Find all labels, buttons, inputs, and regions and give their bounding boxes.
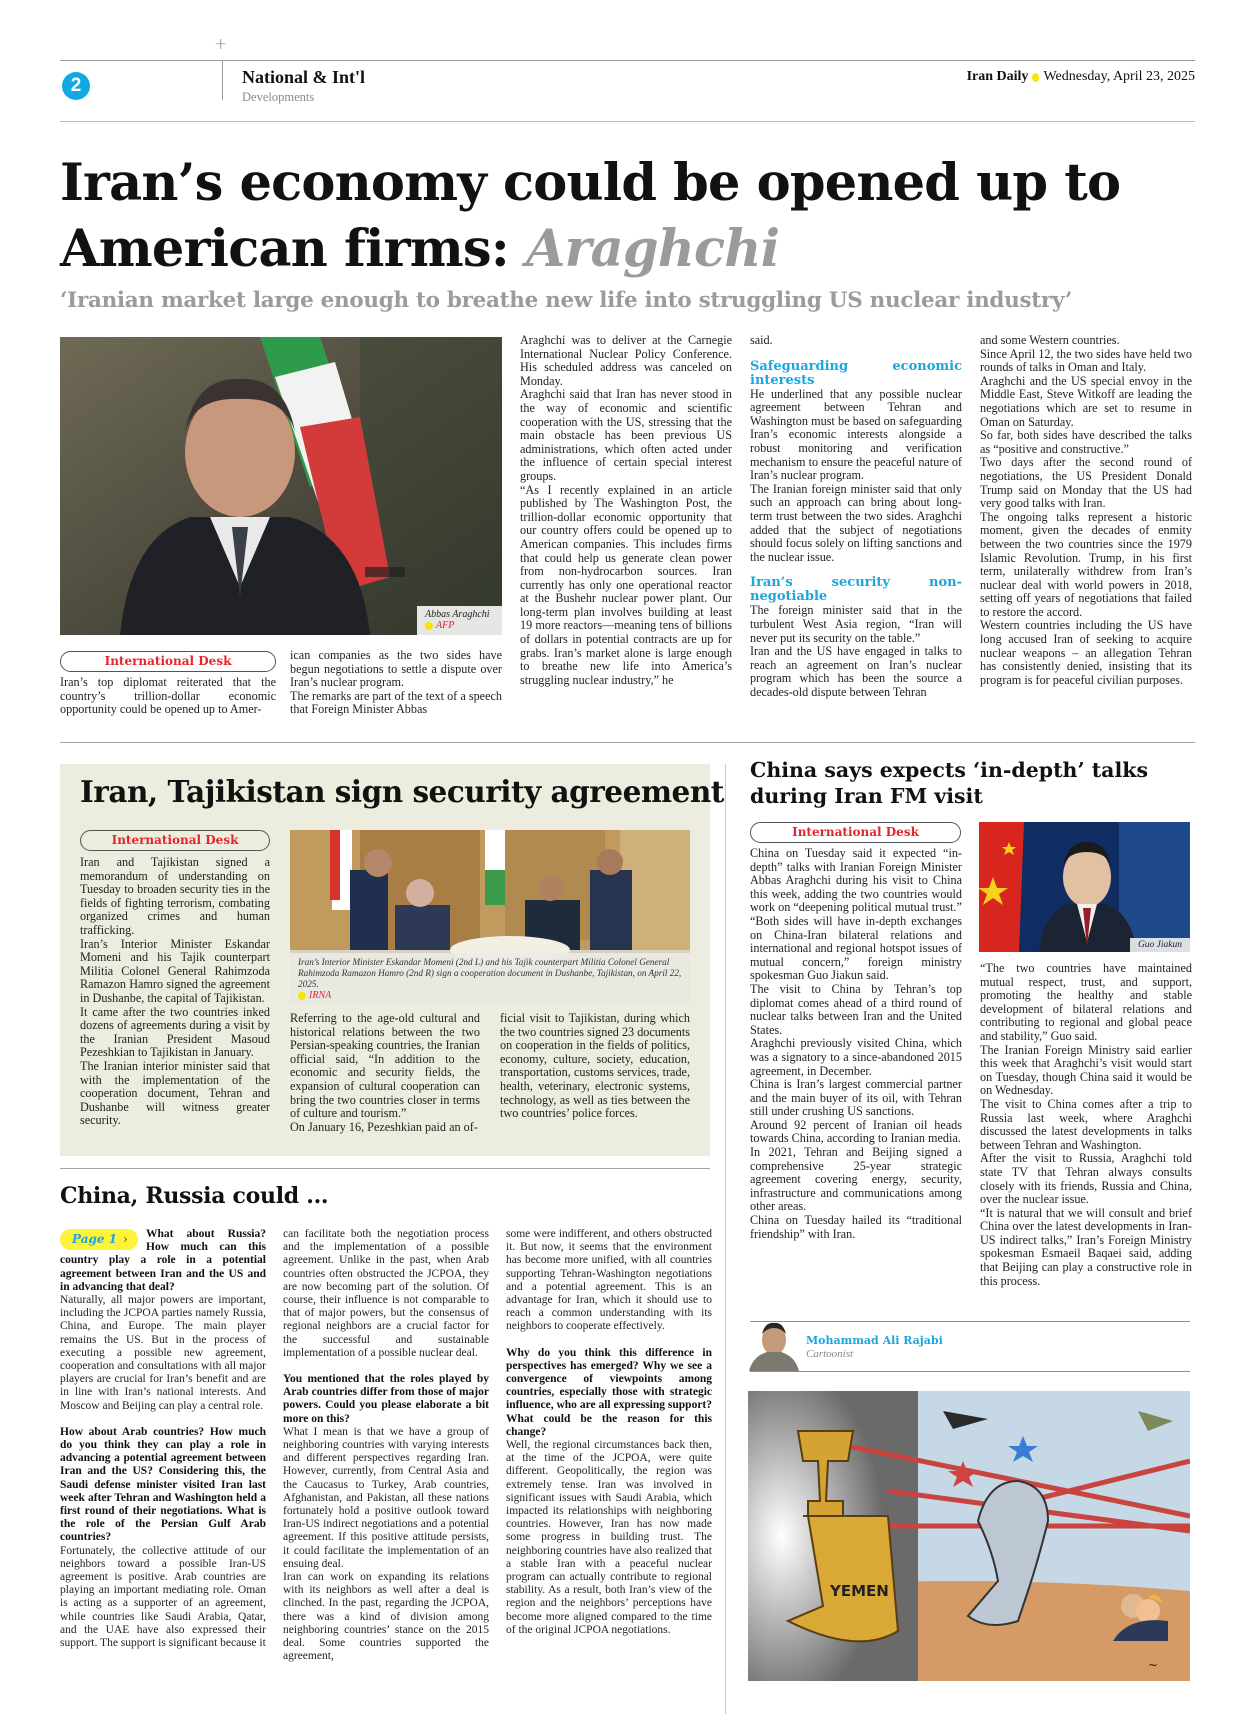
china-col-1: [750, 847, 962, 1241]
caption-source-text: IRNA: [309, 990, 332, 1001]
header-top-rule: [60, 60, 1195, 61]
page-number-badge: 2: [62, 72, 90, 100]
paragraph: Iran and the US have engaged in talks to reach an agreement on Iran’s nuclear program which has been the source a decades-old dispute between Tehran: [750, 644, 962, 699]
paragraph: Referring to the age-old cultural and historical relations between the two Persian-speaking countries, the Iranian official said, “In addition to the economic and security fields, the expansion of cultural cooperation can bring the two countries closer in terms of culture and tourism.”: [290, 1011, 480, 1121]
paragraph: Around 92 percent of Iranian oil heads towards China, according to Iranian media.: [750, 1117, 962, 1146]
paragraph: “Both sides will have in-depth exchanges on China-Iran bilateral relations and international and regional hotspot issues of mutual concern,” foreign ministry spokesman Guo Jiakun said.: [750, 913, 962, 983]
paragraph: “The two countries have maintained mutual respect, trust, and support, promoting the healthy and stable development of bilateral relations and contributing to regional and global peace and stability,” Guo said.: [980, 961, 1192, 1043]
tajikistan-col-3: [500, 1012, 690, 1121]
paragraph: Iran’s Interior Minister Eskandar Momeni and his Tajik counterpart Militia Colonel General Rahimzoda Ramazon Hamro signed the agreement in Dushanbe, the capital of Tajikistan.: [80, 936, 270, 1005]
paragraph: On January 16, Pezeshkian paid an of-: [290, 1119, 478, 1134]
paragraph: The Iranian Foreign Ministry said earlier this week that Araghchi’s visit would start on Tuesday, though China said it would be on Wednesday.: [980, 1042, 1192, 1098]
caption-text: Iran’s Interior Minister Eskandar Momeni (2nd L) and his Tajik counterpart Militia Colonel General Rahimzoda Ramazon Hamro (2nd R) sign a cooperation document in Dushanbe, Tajikistan, on April 22, 2025.: [298, 957, 682, 989]
continuation-headline: China, Russia could ...: [60, 1183, 329, 1209]
lead-photo-caption: [417, 606, 502, 635]
interview-question: You mentioned that the roles played by Arab countries differ from those of major powers. Could you please elaborate a bit more on this?: [283, 1373, 489, 1425]
interview-answer: Well, the regional circumstances back then, at the time of the JCPOA, were quite different. Geopolitically, the region was extremely tense. Iran was involved in significant issues with Saudi Arabia, which impacted its relationships with neighboring countries. However, Iran has now made some progress in building trust. The neighboring countries have also realized that a stable Iran with a peaceful nuclear program can actually contribute to regional stability. As a result, both Iran’s view of the region and the neighbors’ perceptions have become more aligned compared to the time of the original JCPOA negotiations.: [506, 1439, 712, 1636]
lead-desk-label: International Desk: [60, 651, 276, 672]
tajikistan-headline: Iran, Tajikistan sign security agreement: [80, 774, 724, 809]
interview-question: How about Arab countries? How much do you think they can play a role in advancing a potential agreement between Iran and the US? Considering this, the Saudi defense minister visited Iran last week after Tehran and Washington held a first round of their negotiations. What is the role of the Persian Gulf Arab countries?: [60, 1425, 266, 1544]
paragraph: The Iranian interior minister said that with the implementation of the cooperation document, Tehran and Dushanbe will witness greater security.: [80, 1058, 270, 1128]
paragraph: Iran and Tajikistan signed a memorandum of understanding on Tuesday to broaden security ties in the fields of fighting terrorism, combating organized crimes and human trafficking.: [80, 855, 270, 937]
cartoonist-avatar: [747, 1318, 801, 1371]
lead-subtitle: ‘Iranian market large enough to breathe new life into struggling US nuclear industry’: [60, 288, 1073, 313]
lead-col-4: [750, 334, 962, 699]
section-title: National & Int'l: [242, 67, 366, 87]
paragraph: and some Western countries.: [980, 333, 1120, 347]
continuation-col-1: [60, 1228, 266, 1650]
cartoonist-rule-top: [750, 1321, 1190, 1322]
cartoonist-role: Cartoonist: [806, 1348, 854, 1360]
caption-source: [298, 990, 682, 1001]
page-1-jump-button[interactable]: [60, 1229, 138, 1250]
paragraph: The remarks are part of the text of a speech that Foreign Minister Abbas: [290, 688, 502, 717]
china-col-2: [980, 962, 1192, 1288]
lead-col-5: [980, 334, 1192, 687]
paragraph: China is Iran’s largest commercial partner and the main buyer of its oil, with Tehran still under crushing US sanctions.: [750, 1077, 962, 1119]
paragraph: Araghchi previously visited China, which was a signatory to a since-abandoned 2015 agreement, in December.: [750, 1036, 962, 1078]
interview-answer: Fortunately, the collective attitude of our neighbors toward a possible Iran-US agreement is positive. Arab countries are playing an important mediating role. Oman is acting as a supporter of an agreement, while countries like Saudi Arabia, Qatar, and the UAE have also expressed their support. The support is significant because it: [60, 1544, 266, 1650]
paragraph: Since April 12, the two sides have held two rounds of talks in Oman and Italy.: [980, 346, 1192, 375]
tajikistan-photo: [290, 830, 690, 1004]
dot-icon: [425, 622, 433, 630]
paragraph: He underlined that any possible nuclear agreement between Tehran and Washington must be based on safeguarding Iran’s economic interests alongside a robust monitoring and verification mechanism to ensure the peaceful nature of Iran’s nuclear program.: [750, 386, 962, 483]
interview-answer: can facilitate both the negotiation process and the implementation of a possible agreement. Unlike in the past, when Arab countries often obstructed the JCPOA, they are now becoming part of the solution. Of course, their influence is not comparable to that of major powers, but the consensus of regional neighbors are a crucial factor for the successful and sustainable implementation of a possible nuclear deal.: [283, 1228, 489, 1359]
interview-answer: What I mean is that we have a group of neighboring countries with varying interests and different perspectives regarding Iran. However, currently, from Central Asia and the Caucasus to Turkey, Arab countries, Afghanistan, and Pakistan, all these nations fortunately hold a positive outlook toward Iran-US indirect negotiations and a potential agreement. If this positive attitude persists, it could facilitate the implementation of an ensuing deal.: [283, 1425, 489, 1570]
caption-source: [425, 620, 494, 631]
headline-main: Iran’s economy could be opened up to American firms:: [60, 153, 1121, 279]
lead-photo: [60, 337, 502, 635]
paragraph: ficial visit to Tajikistan, during which the two countries signed 23 documents on cooperation in the fields of politics, economy, culture, society, education, transportation, customs services, trade, health, veterinary, electronic systems, technology, as well as ties between the two countries’ police forces.: [500, 1011, 690, 1121]
interview-answer: Naturally, all major powers are important, including the JCPOA parties namely Russia, China, and Europe. The main player remains the US. But in the process of executing a possible new agreement, cooperation and consultations with all major players are crucial for Iran’s benefit and are in line with Iran’s national interests. And Moscow and Beijing can play a central role.: [60, 1294, 266, 1412]
dot-icon: [298, 992, 306, 1000]
interview-answer: some were indifferent, and others obstructed it. But now, it seems that the environment has become more unified, with all countries supporting Tehran-Washington negotiations and a potential agreement. This is an advantage for Iran, which it should use to reach a common understanding with its neighbors to cooperate effectively.: [506, 1228, 712, 1333]
cartoon-illustration: [748, 1391, 1190, 1681]
paragraph: The visit to China comes after a trip to Russia last week, where Araghchi discussed the latest developments in talks between Tehran and Washington.: [980, 1096, 1192, 1152]
paragraph: China on Tuesday hailed its “traditional friendship” with Iran.: [750, 1213, 962, 1241]
section-subtitle: Developments: [242, 90, 315, 104]
dot-icon: [1032, 73, 1039, 82]
continuation-rule: [60, 1168, 710, 1169]
paragraph: said.: [750, 333, 773, 347]
question-text: What about Russia? How much can this country play a role in a potential agreement between Iran and the US and in advancing that deal?: [60, 1228, 266, 1293]
paragraph: It came after the two countries inked dozens of agreements during a visit by the Iranian President Masoud Pezeshkian to Tajikistan in January.: [80, 1004, 270, 1060]
cartoon-label: YEMEN: [830, 1582, 889, 1600]
paragraph: China on Tuesday said it expected “in-depth” talks with Iranian Foreign Minister Abbas Araghchi during his visit to China this week, adding the two countries would work on “deepening political mutual trust.”: [750, 846, 962, 915]
paragraph: In 2021, Tehran and Beijing signed a comprehensive 25-year strategic agreement covering energy, security, infrastructure and communications among other areas.: [750, 1145, 962, 1214]
subhead-security: Iran’s security non-negotiable: [750, 575, 962, 605]
avatar-icon: [747, 1318, 801, 1371]
paragraph: So far, both sides have described the talks as “positive and constructive.”: [980, 428, 1192, 456]
lead-col-1: [60, 676, 276, 717]
paragraph: ican companies as the two sides have begun negotiations to settle a dispute over Iran’s nuclear program.: [290, 648, 502, 690]
guo-jiakun-photo: [979, 822, 1190, 952]
araghchi-photo-illustration: [60, 337, 502, 635]
paragraph: Araghchi and the US special envoy in the Middle East, Steve Witkoff are leading the negotiations which are set to resume in Oman on Saturday.: [980, 373, 1192, 429]
tajikistan-desk-label: International Desk: [80, 830, 270, 851]
cartoonist-rule-bottom: [750, 1371, 1190, 1372]
paragraph: The foreign minister said that in the turbulent West Asia region, “Iran will never put its security on the table.”: [750, 603, 962, 645]
paragraph: The ongoing talks represent a historic moment, given the decades of enmity between the two countries since the 1979 Islamic Revolution. Trump, in his first term, unilaterally withdrew from Iran’s nuclear deal with world powers in 2018, setting off years of negotiations that failed to restore the accord.: [980, 509, 1192, 619]
interview-answer: Iran can work on expanding its relations with its neighbors as well after a deal is clinched. In the past, regarding the JCPOA, there was a kind of division among neighboring countries’ stance on the 2015 deal. Some countries supported the agreement,: [283, 1571, 489, 1663]
editorial-cartoon: [748, 1391, 1190, 1681]
photo-caption: Guo Jiakun: [1130, 938, 1190, 952]
column-separator: [725, 764, 726, 1714]
paragraph: “As I recently explained in an article published by The Washington Post, the trillion-dollar economic opportunity that our country offers could be opened up to American companies. This includes firms that could help us generate clean power from non-hydrocarbon sources. Iran currently has only one operational reactor at the Bushehr nuclear power plant. Our long-term plan involves building at least 19 more reactors—meaning tens of billions of dollars in potential contracts are up for grabs. Iran’s market alone is large enough to breathe new life into America’s struggling nuclear industry,” he: [520, 482, 732, 687]
paragraph: Two days after the second round of negotiations, the US President Donald Trump said on Monday that the US had very good talks with Iran.: [980, 455, 1192, 511]
header-divider: [222, 60, 223, 100]
paragraph: “It is natural that we will consult and brief China over the latest developments in Iran-US indirect talks,” Iran’s Foreign Ministry spokesman Esmaeil Baqaei said, adding that Beijing can play a constructive role in this process.: [980, 1205, 1192, 1288]
cartoon-signature: ~: [1148, 1658, 1159, 1672]
paragraph: The Iranian foreign minister said that only such an approach can bring about long-term trust between the two sides. Araghchi added that the subject of negotiations should focus solely on lifting sanctions and the nuclear issue.: [750, 481, 962, 564]
continuation-col-3: [506, 1228, 712, 1637]
crop-mark-icon: +: [214, 34, 228, 53]
spokesman-photo-illustration: [979, 822, 1190, 952]
interview-question: Why do you think this difference in perspectives has emerged? Why we see a convergence of viewpoints among countries, especially those with strategic influence, who are all expressing support? What could be the reason for this change?: [506, 1346, 712, 1438]
paragraph: The visit to China by Tehran’s top diplomat comes ahead of a third round of nuclear talks between Iran and the United States.: [750, 981, 962, 1037]
paragraph: Iran’s top diplomat reiterated that the country’s trillion-dollar economic opportunity could be opened up to Amer-: [60, 675, 276, 717]
tajikistan-col-1: [80, 856, 270, 1128]
china-headline: China says expects ‘in-depth’ talks during Iran FM visit: [750, 758, 1148, 808]
issue-date: Wednesday, April 23, 2025: [1043, 69, 1195, 84]
headline-name: Araghchi: [525, 219, 780, 279]
lead-bottom-rule: [60, 742, 1195, 743]
caption-source-text: AFP: [436, 620, 455, 631]
paragraph: Araghchi said that Iran has never stood in the way of economic and scientific cooperation with the US, stressing that the main obstacle has been previous US administrations, which often acted under the influence of certain special interest groups.: [520, 387, 732, 483]
paragraph: Western countries including the US have long accused Iran of seeking to acquire nuclear weapons – an allegation Tehran has consistently denied, insisting that its program is for peaceful civilian purposes.: [980, 618, 1192, 687]
continuation-col-2: [283, 1228, 489, 1664]
lead-col-3: [520, 334, 732, 687]
chevron-right-icon: ›: [123, 1232, 128, 1246]
interview-question: [60, 1228, 266, 1294]
tajikistan-col-2: [290, 1012, 480, 1134]
masthead: [967, 69, 1195, 85]
header-bottom-rule: [60, 121, 1195, 122]
paragraph: After the visit to Russia, Araghchi told state TV that Tehran always consults closely with its friends, Russia and China, over the nuclear issue.: [980, 1151, 1192, 1207]
paragraph: Araghchi was to deliver at the Carnegie International Nuclear Policy Conference. His scheduled address was canceled on Monday.: [520, 333, 732, 388]
page-ref-label: Page 1: [72, 1232, 118, 1246]
lead-col-2: [290, 649, 502, 717]
caption-name: Abbas Araghchi: [425, 609, 490, 620]
china-desk-label: International Desk: [750, 822, 961, 843]
subhead-safeguarding: Safeguarding economic interests: [750, 358, 962, 388]
tajikistan-photo-caption: [290, 953, 690, 1004]
lead-headline: [60, 150, 1210, 282]
cartoonist-name: Mohammad Ali Rajabi: [806, 1334, 943, 1347]
paper-name: Iran Daily: [966, 69, 1029, 84]
